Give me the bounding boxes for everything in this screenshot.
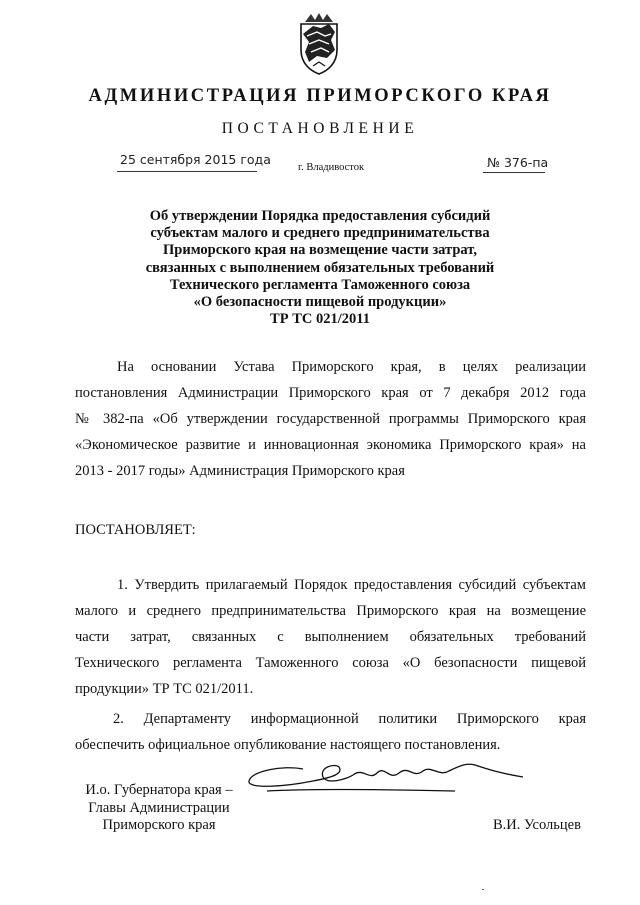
title-line: Технического регламента Таможенного союза: [169, 276, 471, 293]
document-city: г. Владивосток: [298, 162, 365, 173]
position-line: И.о. Губернатора края –: [85, 782, 233, 798]
paragraph-line: части затрат, связанных с выполнением обязательных требований: [75, 629, 586, 645]
paragraph-line: На основании Устава Приморского края, в целях реализации: [117, 359, 586, 375]
number-underline: [483, 172, 545, 173]
paragraph-line: № 382-па «Об утверждении государственной программы Приморского края: [75, 411, 586, 427]
position-line: Главы Администрации: [88, 799, 230, 816]
paragraph-line: постановления Администрации Приморского края от 7 декабря 2012 года: [75, 385, 586, 401]
preamble-paragraph: [75, 354, 586, 484]
paragraph-line: «Экономическое развитие и инновационная экономика Приморского края» на: [75, 437, 586, 453]
document-type: ПОСТАНОВЛЕНИЕ: [221, 120, 419, 137]
paragraph-line: 1. Утвердить прилагаемый Порядок предоставления субсидий субъектам: [117, 577, 586, 593]
coat-of-arms-emblem: [293, 12, 345, 76]
item-1-paragraph: [75, 572, 586, 702]
paragraph-line: Технического регламента Таможенного союза «О безопасности пищевой: [75, 655, 586, 671]
title-line: Приморского края на возмещение части затрат,: [163, 242, 477, 259]
document-number: № 376-па: [487, 155, 549, 170]
title-line: «О безопасности пищевой продукции»: [193, 294, 447, 311]
document-title: [120, 208, 520, 328]
title-line: связанных с выполнением обязательных требований: [145, 259, 495, 276]
title-line: ТР ТС 021/2011: [270, 311, 370, 328]
document-date: 25 сентября 2015 года: [120, 152, 271, 167]
handwritten-signature: [243, 755, 528, 803]
signatory-position: [79, 782, 239, 835]
paragraph-line: малого и среднего предпринимательства Приморского края на возмещение: [75, 603, 586, 619]
title-line: Об утверждении Порядка предоставления субсидий: [149, 208, 491, 224]
item-2-paragraph: [75, 706, 586, 758]
signatory-name: В.И. Усольцев: [493, 817, 581, 833]
paragraph-line: обеспечить официальное опубликование настоящего постановления.: [75, 737, 501, 753]
paragraph-line: продукции» ТР ТС 021/2011.: [75, 681, 254, 697]
position-line: Приморского края: [102, 817, 216, 833]
date-underline: [117, 171, 257, 172]
scan-speck: [482, 889, 484, 890]
organization-name: АДМИНИСТРАЦИЯ ПРИМОРСКОГО КРАЯ: [88, 86, 552, 106]
paragraph-line: 2013 - 2017 годы» Администрация Приморского края: [75, 463, 405, 479]
paragraph-line: 2. Департаменту информационной политики Приморского края: [113, 711, 586, 727]
title-line: субъектам малого и среднего предпринимательства: [150, 225, 490, 242]
decree-word: ПОСТАНОВЛЯЕТ:: [75, 522, 196, 538]
